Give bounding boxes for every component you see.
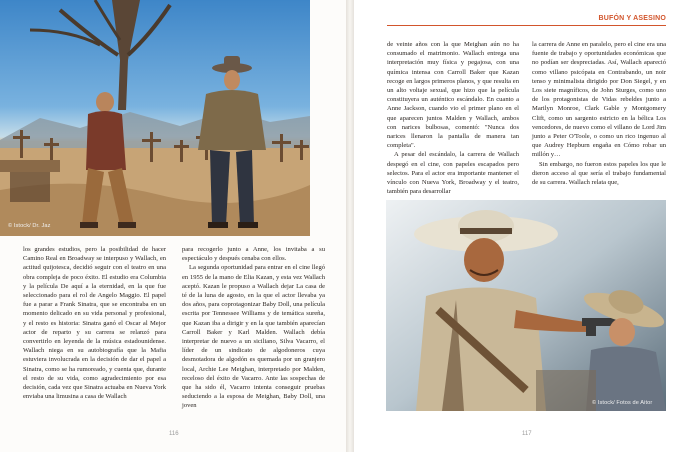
paragraph: de veinte años con la que Meighan aún no ha consumado el matrimonio. Wallach entrega una interpretación muy física y pegajosa, con una química intensa con Carroll Baker que Kazan recoge en largos primeros planos, y que resulta en un alto voltaje sexual, que hizo que la película constituyera un auténtico escándalo. En cuanto a Anne Jackson, cuando vio el primer plano en el que aparecen juntos Malden y Wallach, ambos con narices bulbosas, comentó: "Nunca dos narices llenaron la pantalla de manera tan completa". [387,41,519,150]
right-page-column-2 [532,40,666,187]
page-number-right: 117 [522,431,532,437]
sombrero-scene-photo [386,200,666,411]
paragraph: para recogerlo junto a Anne, los invitaba a su espectáculo y después cenaba con ellos. [182,246,325,263]
header-rule [387,25,666,26]
left-photo-caption: © Istock/ Dr. Jaz [8,223,51,229]
page-number-left: 116 [169,431,179,437]
right-page-column-1 [387,40,519,196]
paragraph: los grandes estudios, pero la posibilidad de hacer Camino Real en Broadway se interpuso y Wallach, en actitud quijotesca, decidió seguir con el teatro en una obra compleja de poco éxito. El estudio era Columbia y la película De aquí a la eternidad, en la que fue seleccionado para el rol de Angelo Maggio. El papel fue a parar a Frank Sinatra, que se encontraba en un momento delicado en su vida personal y profesional, y el resto es historia: Sinatra ganó el Oscar al Mejor actor de reparto y su carrera se relanzó para convertirlo en leyenda de la música estadounidense. Wallach niega en su autobiografía que la Mafia estuviera involucrada en la decisión de dar el papel a Sinatra, como se ha rumoreado, y cuenta que, durante el resto de su vida, como agradecimiento por esa decisión, cada vez que Sinatra actuaba en Nueva York enviaba una limusina a casa de Wallach [23,246,166,401]
paragraph: Sin embargo, no fueron estos papeles los que le dieron acceso al que sería el trabajo fundamental de su carrera. Wallach relata que, [532,160,666,187]
sombrero-scene-illustration [386,200,666,411]
paragraph: A pesar del escándalo, la carrera de Wallach despegó en el cine, con papeles escapados pero selectos. Para el actor era importante mantener el vínculo con Nueva York, Broadway y el teatro, también para desarrollar [387,151,519,196]
right-photo-caption: © Istock/ Fotos de Aitor [592,400,653,406]
running-header: BUFÓN Y ASESINO [598,15,666,22]
paragraph: La segunda oportunidad para entrar en el cine llegó en 1955 de la mano de Elia Kazan, y esta vez Wallach aceptó. Kazan le propuso a Wallach dejar La casa de té de la luna de agosto, en la que el actor llevaba ya dos años, para coprotagonizar Baby Doll, una película escrita por Tennessee Williams y de temática sureña, que Kazan iba a dirigir y en la que también aparecían Carroll Baker y Karl Malden. Wallach debía interpretar de nuevo a un siciliano, Silva Vacarro, el líder de un sindicato de algodoneros cuya desmotadora de algodón es quemada por un granjero local, Archie Lee Meighan, interpretado por Malden, receloso del éxito de Vacarro. Ante las sospechas de que ha sido él, Vacarro intenta conseguir pruebas seduciendo a la esposa de Meighan, Baby Doll, una joven [182,264,325,410]
paragraph: la carrera de Anne en paralelo, pero el cine era una fuente de trabajo y oportunidades económicas que no podían ser despreciadas. Así, Wallach apareció como villano psicópata en Contrabando, un noir tenso y minimalista dirigido por Don Siegel, y en Los siete magníficos, de John Sturges, como uno de los protagonistas de Vidas rebeldes junto a Marilyn Monroe, Clark Gable y Montgomery Clift, como un sargento estricto en la bélica Los vencedores, de nuevo como el villano de Lord Jim junto a Peter O'Toole, o como un rico ingenuo al que Audrey Hepburn engaña en Cómo robar un millón y… [532,41,666,159]
